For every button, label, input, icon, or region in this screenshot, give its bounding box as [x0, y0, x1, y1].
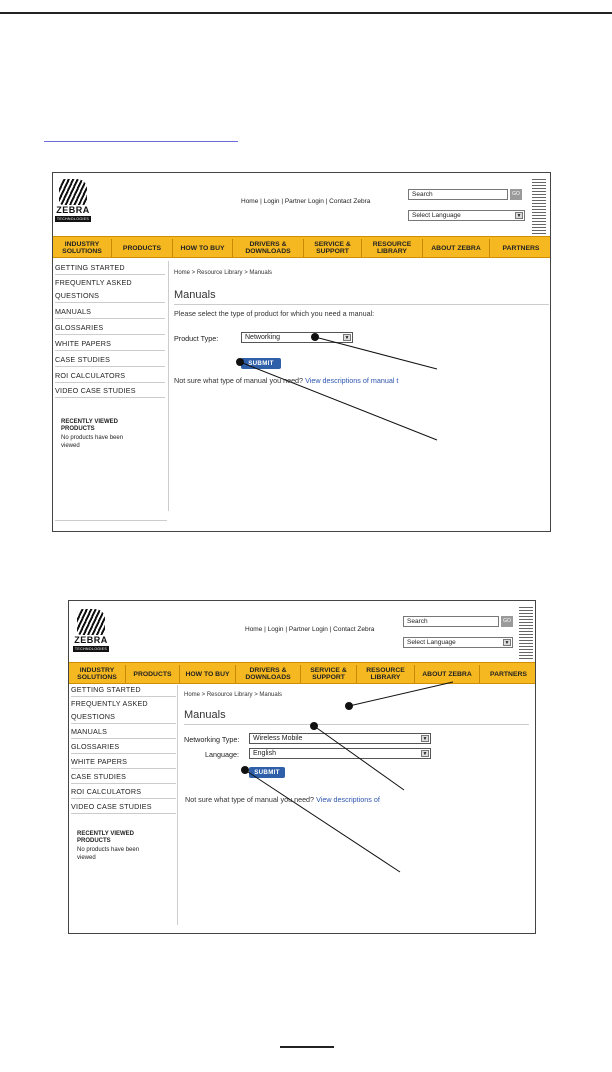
recently-viewed-subtitle: PRODUCTS: [77, 838, 111, 844]
sidebar-divider: [55, 334, 165, 335]
nav-industry-solutions[interactable]: INDUSTRY SOLUTIONS: [62, 241, 102, 255]
page-number-rule: [280, 1046, 334, 1048]
networking-type-value: Wireless Mobile: [253, 735, 303, 742]
networking-type-select[interactable]: [249, 733, 431, 744]
nav-service-support[interactable]: SERVICE & SUPPORT: [310, 667, 347, 681]
nav-partners[interactable]: PARTNERS: [490, 670, 527, 678]
sidebar-divider: [71, 768, 176, 769]
language-field-select[interactable]: [249, 748, 431, 759]
sidebar-divider: [55, 397, 165, 398]
sidebar-divider: [71, 798, 176, 799]
product-type-value: Networking: [245, 334, 281, 341]
sidebar-divider: [71, 783, 176, 784]
page-header-rule: [0, 12, 612, 14]
nav-how-to-buy[interactable]: HOW TO BUY: [180, 244, 225, 252]
nav-about-zebra[interactable]: ABOUT ZEBRA: [422, 670, 472, 678]
product-type-label: Product Type:: [174, 334, 219, 343]
networking-type-label: Networking Type:: [184, 735, 240, 744]
view-descriptions-link[interactable]: View descriptions of: [316, 795, 380, 804]
sidebar-item-white-papers[interactable]: WHITE PAPERS: [55, 339, 112, 348]
nav-resource-library[interactable]: RESOURCE LIBRARY: [372, 241, 412, 255]
breadcrumb[interactable]: Home > Resource Library > Manuals: [174, 270, 273, 276]
nav-industry-solutions[interactable]: INDUSTRY SOLUTIONS: [77, 667, 117, 681]
help-question: Not sure what type of manual you need?: [185, 795, 315, 804]
nav-service-support[interactable]: SERVICE & SUPPORT: [314, 241, 351, 255]
sidebar-divider: [55, 274, 165, 275]
recently-viewed-subtitle: PRODUCTS: [61, 426, 95, 432]
sidebar-item-faq-questions[interactable]: QUESTIONS: [55, 291, 100, 300]
sidebar-divider: [55, 350, 165, 351]
page-title: Manuals: [184, 709, 226, 721]
nav-products[interactable]: PRODUCTS: [122, 244, 162, 252]
sidebar-item-glossaries[interactable]: GLOSSARIES: [71, 742, 120, 751]
nav-partners[interactable]: PARTNERS: [502, 244, 540, 252]
chevron-down-icon: ▼: [422, 736, 428, 742]
sidebar-item-manuals[interactable]: MANUALS: [71, 727, 108, 736]
sidebar-item-case-studies[interactable]: CASE STUDIES: [71, 772, 127, 781]
language-select-value: Select Language: [412, 212, 461, 219]
language-label: Language:: [205, 750, 239, 759]
title-rule: [184, 724, 529, 725]
barcode-decoration: [532, 179, 546, 234]
language-select[interactable]: [403, 637, 513, 648]
nav-how-to-buy[interactable]: HOW TO BUY: [185, 670, 230, 678]
language-select[interactable]: [408, 210, 525, 221]
nav-resource-library[interactable]: RESOURCE LIBRARY: [366, 667, 405, 681]
sidebar-divider: [55, 382, 165, 383]
sidebar-item-roi-calculators[interactable]: ROI CALCULATORS: [71, 787, 142, 796]
search-go-button[interactable]: GO: [501, 616, 513, 627]
logo-tagline: TECHNOLOGIES: [74, 647, 108, 651]
title-rule: [174, 304, 549, 305]
content-column-divider: [177, 685, 178, 925]
chevron-down-icon: ▼: [504, 640, 510, 646]
recently-viewed-title: RECENTLY VIEWED: [61, 419, 119, 425]
zebra-logo: [73, 609, 109, 653]
sidebar-divider: [71, 723, 176, 724]
sidebar-item-glossaries[interactable]: GLOSSARIES: [55, 323, 104, 332]
nav-drivers-downloads[interactable]: DRIVERS & DOWNLOADS: [245, 241, 291, 255]
zebra-logo: [55, 179, 91, 223]
sidebar-divider: [71, 753, 176, 754]
recently-viewed-empty-text-2: viewed: [61, 443, 80, 449]
submit-button[interactable]: SUBMIT: [249, 767, 285, 778]
language-select-value: Select Language: [407, 639, 456, 646]
sidebar-bottom-divider: [55, 520, 167, 521]
product-type-select[interactable]: [241, 332, 353, 343]
sidebar-divider: [71, 738, 176, 739]
submit-button[interactable]: SUBMIT: [241, 358, 281, 369]
top-links[interactable]: Home | Login | Partner Login | Contact Zebra: [245, 626, 375, 633]
barcode-decoration: [519, 607, 533, 659]
screenshot-product-type: [52, 172, 551, 532]
recently-viewed-empty-text: No products have been: [61, 435, 124, 441]
recently-viewed-title: RECENTLY VIEWED: [77, 831, 135, 837]
nav-products[interactable]: PRODUCTS: [133, 670, 172, 678]
help-text: [174, 376, 398, 385]
sidebar-divider: [55, 318, 165, 319]
nav-about-zebra[interactable]: ABOUT ZEBRA: [431, 244, 481, 252]
language-field-value: English: [253, 750, 276, 757]
sidebar-item-getting-started[interactable]: GETTING STARTED: [55, 263, 125, 272]
content-column-divider: [168, 261, 169, 511]
zebra-head-icon: [77, 609, 105, 635]
sidebar-item-video-case-studies[interactable]: VIDEO CASE STUDIES: [55, 386, 136, 395]
sidebar-item-faq-questions[interactable]: QUESTIONS: [71, 712, 116, 721]
recently-viewed-empty-text: No products have been: [77, 847, 140, 853]
nav-drivers-downloads[interactable]: DRIVERS & DOWNLOADS: [245, 667, 291, 681]
chevron-down-icon: ▼: [422, 751, 428, 757]
view-descriptions-link[interactable]: View descriptions of manual t: [305, 376, 399, 385]
sidebar-item-getting-started[interactable]: GETTING STARTED: [71, 685, 141, 694]
help-question: Not sure what type of manual you need?: [174, 376, 304, 385]
chevron-down-icon: ▼: [516, 213, 522, 219]
sidebar-divider: [55, 302, 165, 303]
sidebar-item-faq[interactable]: FREQUENTLY ASKED: [71, 699, 148, 708]
screenshot-networking-type: [68, 600, 536, 934]
sidebar-divider: [55, 366, 165, 367]
sidebar-divider: [71, 813, 176, 814]
recently-viewed-empty-text-2: viewed: [77, 855, 96, 861]
breadcrumb[interactable]: Home > Resource Library > Manuals: [184, 692, 283, 698]
chevron-down-icon: ▼: [344, 335, 350, 341]
sidebar-item-manuals[interactable]: MANUALS: [55, 307, 92, 316]
logo-tagline: TECHNOLOGIES: [56, 217, 90, 221]
sidebar-item-video-case-studies[interactable]: VIDEO CASE STUDIES: [71, 802, 152, 811]
logo-word: ZEBRA: [74, 635, 108, 645]
top-links[interactable]: Home | Login | Partner Login | Contact Zebra: [241, 198, 371, 205]
sidebar-divider: [71, 696, 176, 697]
sidebar-item-case-studies[interactable]: CASE STUDIES: [55, 355, 111, 364]
instruction-text: Please select the type of product for which you need a manual:: [174, 309, 375, 318]
help-text: [185, 795, 380, 804]
sidebar-item-white-papers[interactable]: WHITE PAPERS: [71, 757, 128, 766]
sidebar-item-roi-calculators[interactable]: ROI CALCULATORS: [55, 371, 126, 380]
sidebar-item-faq[interactable]: FREQUENTLY ASKED: [55, 278, 132, 287]
main-nav: [69, 662, 536, 684]
logo-word: ZEBRA: [56, 205, 90, 215]
main-nav: [53, 236, 551, 258]
page-title: Manuals: [174, 289, 216, 301]
search-go-button[interactable]: GO: [510, 189, 522, 200]
hyperlink-underline: [44, 141, 238, 142]
zebra-head-icon: [59, 179, 87, 205]
search-input[interactable]: Search: [403, 616, 499, 627]
search-input[interactable]: Search: [408, 189, 508, 200]
